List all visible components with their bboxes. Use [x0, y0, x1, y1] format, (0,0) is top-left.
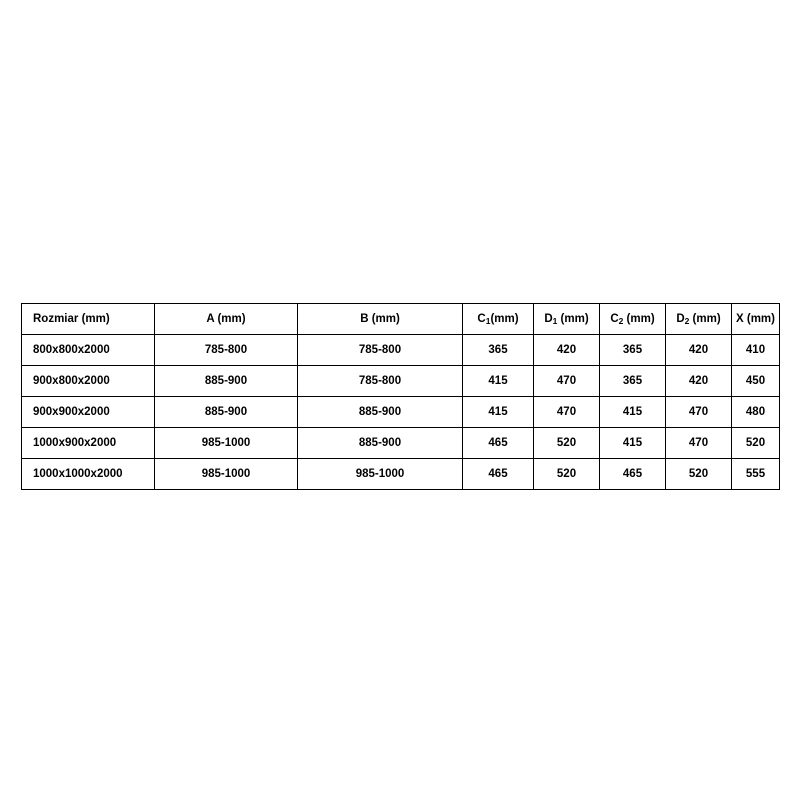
column-header-d2-subscript: 2 — [684, 316, 690, 326]
cell-c1: 465 — [463, 428, 534, 459]
cell-c2: 465 — [600, 459, 666, 490]
column-header-d1-base: D — [544, 313, 553, 325]
cell-x: 450 — [732, 366, 780, 397]
column-header-c2 — [600, 304, 666, 335]
cell-a: 785-800 — [155, 335, 298, 366]
cell-d1: 470 — [534, 397, 600, 428]
table-row — [22, 459, 780, 490]
cell-a: 985-1000 — [155, 459, 298, 490]
cell-c1: 365 — [463, 335, 534, 366]
cell-b: 885-900 — [298, 428, 463, 459]
column-header-d1-subscript: 1 — [552, 316, 558, 326]
cell-x: 520 — [732, 428, 780, 459]
cell-c2: 415 — [600, 428, 666, 459]
specification-table-container — [21, 303, 779, 490]
cell-d2: 470 — [666, 397, 732, 428]
cell-d1: 520 — [534, 459, 600, 490]
table-row — [22, 428, 780, 459]
cell-size: 1000x900x2000 — [22, 428, 155, 459]
column-header-x: X (mm) — [732, 304, 780, 335]
cell-d1: 470 — [534, 366, 600, 397]
cell-b: 785-800 — [298, 366, 463, 397]
cell-size: 800x800x2000 — [22, 335, 155, 366]
cell-c1: 415 — [463, 366, 534, 397]
table-row — [22, 366, 780, 397]
specification-table — [21, 303, 780, 490]
cell-b: 885-900 — [298, 397, 463, 428]
cell-x: 555 — [732, 459, 780, 490]
cell-a: 885-900 — [155, 366, 298, 397]
column-header-d2-unit: (mm) — [689, 313, 721, 325]
column-header-d2-base: D — [676, 313, 685, 325]
cell-c1: 415 — [463, 397, 534, 428]
column-header-b: B (mm) — [298, 304, 463, 335]
cell-a: 985-1000 — [155, 428, 298, 459]
column-header-a: A (mm) — [155, 304, 298, 335]
column-header-c1 — [463, 304, 534, 335]
cell-c2: 365 — [600, 366, 666, 397]
cell-b: 785-800 — [298, 335, 463, 366]
cell-c1: 465 — [463, 459, 534, 490]
cell-size: 1000x1000x2000 — [22, 459, 155, 490]
column-header-d1-unit: (mm) — [557, 313, 589, 325]
cell-d2: 420 — [666, 335, 732, 366]
cell-d2: 470 — [666, 428, 732, 459]
cell-d2: 420 — [666, 366, 732, 397]
cell-x: 480 — [732, 397, 780, 428]
table-header-row — [22, 304, 780, 335]
cell-b: 985-1000 — [298, 459, 463, 490]
cell-x: 410 — [732, 335, 780, 366]
column-header-c1-base: C — [477, 313, 486, 325]
cell-c2: 415 — [600, 397, 666, 428]
column-header-d2 — [666, 304, 732, 335]
column-header-d1 — [534, 304, 600, 335]
cell-c2: 365 — [600, 335, 666, 366]
cell-a: 885-900 — [155, 397, 298, 428]
table-row — [22, 335, 780, 366]
column-header-c2-unit: (mm) — [623, 313, 655, 325]
cell-d1: 520 — [534, 428, 600, 459]
cell-size: 900x800x2000 — [22, 366, 155, 397]
cell-size: 900x900x2000 — [22, 397, 155, 428]
column-header-size: Rozmiar (mm) — [22, 304, 155, 335]
column-header-c1-unit: (mm) — [490, 313, 519, 325]
column-header-c2-base: C — [610, 313, 619, 325]
column-header-c2-subscript: 2 — [618, 316, 624, 326]
column-header-c1-subscript: 1 — [485, 316, 491, 326]
table-row — [22, 397, 780, 428]
cell-d1: 420 — [534, 335, 600, 366]
cell-d2: 520 — [666, 459, 732, 490]
